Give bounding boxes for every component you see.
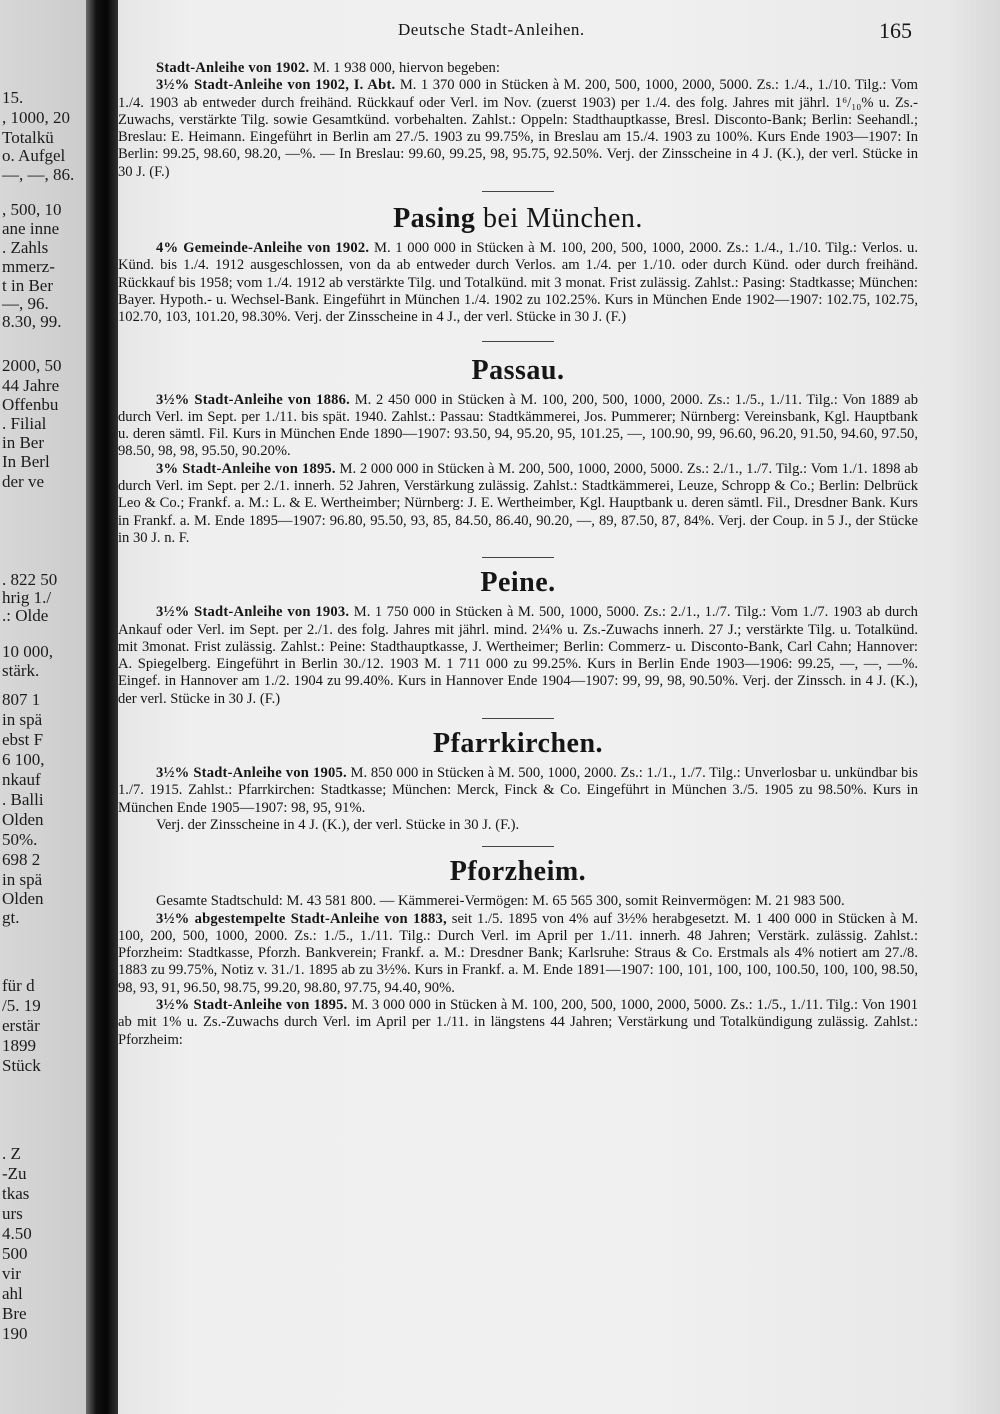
city-debt-summary: Gesamte Stadtschuld: M. 43 581 800. — Kämmerei-Vermögen: M. 65 565 300, somit Reinvermögen: M. 21 983 500. xyxy=(156,893,845,910)
margin-fragment: mmerz- xyxy=(2,257,55,276)
margin-fragment: 15. xyxy=(2,88,24,107)
bond-text: M. 2 000 000 in Stücken à M. 200, 500, 1000, 2000, 5000. Zs.: 2./1., 1./7. Tilg.: Vom 1./1. 1898 ab durch Verl. im Sept. per 2./1. innerh. 52 Jahren, Verstärkung zulässig. Zahlst.: Stadtkämmerei, Leuze, Schropp & Co.; Berlin: Delbrück Leo & Co.; Frankf. a. M.: L. & E. Wertheimber; Nürnberg: J. E. Wertheimber, Kgl. Hauptbank u. deren sämtl. Fil., Dresdner Bank. Kurs in Frankf. a. M. Ende 1895—1907: 96.80, 95.50, 93, 85, 84.50, 86.40, 90.20, —, 89, 87.50, 87, 84%. Verj. der Coup. in 5 J., der Stücke in 30 J. n. F. xyxy=(118,460,918,546)
margin-fragment: nkauf xyxy=(2,770,41,789)
margin-fragment: 4.50 xyxy=(2,1224,32,1243)
bond-text: M. 1 370 000 in Stücken à M. 200, 500, 1000, 2000, 5000. Zs.: 1./4., 1./10. Tilg.: Vom 1./4. 1903 ab entweder durch freihänd. Rückkauf oder Verl. im Nov. (zuerst 1903) per 1./4. des folg. Jahres mit jährl. 1⁶/₁₀% u. Zs.-Zuwachs, verstärkte Tilg. sowie Gesamtkünd. vorbehalten. Zahlst.: Oppeln: Stadthauptkasse, Bresl. Disconto-Bank; Berlin: Seehandl.; Breslau: E. Heimann. Eingeführt in Berlin am 27./5. 1903 zu 99.75%, in Breslau am 15./4. 1903 zu 100%. Kurs Ende 1903—1907: In Berlin: 99.25, 98.60, 98.20, —%. — In Breslau: 99.60, 99.25, 98, 95.75, 92.50%. Verj. der Zinsscheine in 4 J. (K.), der verl. Stücke in 30 J. (F.) xyxy=(118,77,918,180)
bond-entry xyxy=(118,604,918,708)
margin-fragment: 698 2 xyxy=(2,850,41,869)
section-pasing xyxy=(118,202,918,326)
bond-title: 3½% Stadt-Anleihe von 1895. xyxy=(156,996,348,1013)
section-passau xyxy=(118,354,918,548)
bond-title: 3½% Stadt-Anleihe von 1903. xyxy=(156,604,350,621)
bond-title: 3% Stadt-Anleihe von 1895. xyxy=(156,460,336,477)
margin-fragment: 50%. xyxy=(2,830,38,849)
bond-entry xyxy=(118,392,918,548)
margin-fragment: 500 xyxy=(2,1244,28,1263)
city-heading xyxy=(118,855,918,889)
section-pforzheim xyxy=(118,855,918,1049)
margin-fragment: 8.30, 99. xyxy=(2,312,62,331)
city-heading xyxy=(118,202,918,236)
margin-fragment: Stück xyxy=(2,1056,41,1075)
margin-fragment: erstär xyxy=(2,1016,40,1035)
margin-fragment: . 822 50 xyxy=(2,570,58,589)
section-divider xyxy=(482,341,554,342)
bond-entry xyxy=(118,893,918,1049)
margin-fragment: —, 96. xyxy=(2,294,49,313)
margin-fragment: . Zahls xyxy=(2,238,49,257)
city-heading xyxy=(118,727,918,761)
margin-fragment: . Filial xyxy=(2,414,47,433)
city-heading xyxy=(118,566,918,600)
bond-title: 4% Gemeinde-Anleihe von 1902. xyxy=(156,240,370,257)
margin-fragment: in spä xyxy=(2,710,43,729)
section-pfarrkirchen xyxy=(118,727,918,834)
margin-fragment: hrig 1./ xyxy=(2,588,52,607)
margin-fragment: Olden xyxy=(2,810,44,829)
section-divider xyxy=(482,191,554,192)
margin-fragment: In Berl xyxy=(2,452,50,471)
margin-fragment: /5. 19 xyxy=(2,996,41,1015)
bond-text: M. 1 938 000, hiervon begeben: xyxy=(309,60,500,76)
margin-fragment: in Ber xyxy=(2,433,45,452)
margin-fragment: 2000, 50 xyxy=(2,356,62,375)
city-subtitle: bei München. xyxy=(475,203,643,235)
margin-fragment: ebst F xyxy=(2,730,44,749)
margin-fragment: tkas xyxy=(2,1184,30,1203)
page-number: 165 xyxy=(879,18,912,43)
margin-fragment: , 500, 10 xyxy=(2,200,62,219)
bond-text: M. 1 000 000 in Stücken à M. 100, 200, 500, 1000, 2000. Zs.: 1./4., 1./10. Tilg.: Verlos. u. Künd. bis 1./4. 1912 ausgeschlossen, von da ab entweder durch Verlos. am 1./4. per 1./10. oder durch Künd. oder durch freihänd. Rückkauf bis 1958; vom 1./4. 1912 ab verstärkte Tilg. und Totalkünd. mit 3 monat. Frist zulässig. Zahlst.: Pasing: Stadtkasse; München: Bayer. Hypoth.- u. Wechsel-Bank. Eingeführt in München 1./4. 1902 zu 102.25%. Kurs in München Ende 1902—1907: 102.75, 102.75, 102.70, 103, 101.20, 98.30%. Verj. der Zinsscheine in 4 J., der verl. Stücke in 30 J. (F.) xyxy=(118,240,919,326)
margin-fragment: —, —, 86. xyxy=(2,165,75,184)
running-title: Deutsche Stadt-Anleihen. xyxy=(398,20,585,39)
section-divider xyxy=(482,557,554,558)
running-head xyxy=(118,20,1000,46)
bond-title: 3½% abgestempelte Stadt-Anleihe von 1883, xyxy=(156,910,447,927)
margin-fragment: 6 100, xyxy=(2,750,45,769)
bond-text: seit 1./5. 1895 von 4% auf 3½% herabgesetzt. M. 1 400 000 in Stücken à M. 100, 200, 500, 1000, 2000. Zs.: 1./5., 1./11. Tilg.: Durch Verl. im April per 1./11. innerh. 48 Jahren; Verstärk. zulässig. Zahlst.: Pforzheim: Stadtkasse, Pforzh. Bankverein; Frankf. a. M.: Dresdner Bank; Karlsruhe: Straus & Co. Erstmals als 4% notiert am 27./8. 1883 zu 99.75%, Notiz v. 31./1. 1895 ab zu 3½%. Kurs in Frankf. a. M. Ende 1891—1907: 100, 101, 100, 100, 100.50, 100, 100, 98.50, 98, 93, 91, 96.50, 98.75, 99.20, 98.80, 97.75, 94.40, 90%. xyxy=(118,910,918,996)
page-content xyxy=(118,60,918,1049)
margin-fragment: Offenbu xyxy=(2,395,59,414)
section-peine xyxy=(118,566,918,708)
margin-fragment: ane inne xyxy=(2,219,60,238)
book-binding-gutter xyxy=(86,0,120,1414)
margin-fragment: Bre xyxy=(2,1304,27,1323)
margin-fragment: . Z xyxy=(2,1144,21,1163)
margin-fragment: in spä xyxy=(2,870,43,889)
margin-fragment: 1899 xyxy=(2,1036,36,1055)
margin-fragment: 190 xyxy=(2,1324,28,1343)
section-divider xyxy=(482,718,554,719)
margin-fragment: ahl xyxy=(2,1284,23,1303)
section-divider xyxy=(482,846,554,847)
city-name: Peine. xyxy=(480,567,556,599)
bond-entry xyxy=(118,240,918,326)
margin-fragment: 44 Jahre xyxy=(2,376,60,395)
margin-fragment: für d xyxy=(2,976,35,995)
city-name: Passau. xyxy=(471,354,565,386)
bond-text: M. 850 000 in Stücken à M. 500, 1000, 2000. Zs.: 1./1., 1./7. Tilg.: Unverlosbar u. unkündbar bis 1./7. 1915. Zahlst.: Pfarrkirchen: Stadtkasse; München: Merck, Finck & Co. Eingeführt in München 3./5. 1905 zu 98.50%. Kurs in München Ende 1905—1907: 98, 95, 91%. xyxy=(118,765,918,816)
city-name: Pasing xyxy=(393,203,476,235)
book-page xyxy=(118,0,1000,1414)
margin-fragment: urs xyxy=(2,1204,23,1223)
margin-fragment: , 1000, 20 xyxy=(2,108,70,127)
bond-title: 3½% Stadt-Anleihe von 1902, I. Abt. xyxy=(156,77,396,94)
margin-fragment: gt. xyxy=(2,908,20,927)
margin-fragment: o. Aufgel xyxy=(2,146,66,165)
margin-fragment: .: Olde xyxy=(2,606,49,625)
bond-title: 3½% Stadt-Anleihe von 1905. xyxy=(156,765,347,782)
margin-fragment: der ve xyxy=(2,472,45,491)
bond-text: M. 3 000 000 in Stücken à M. 100, 200, 500, 1000, 2000, 5000. Zs.: 1./5., 1./11. Tilg.: Von 1901 ab mit 1% u. Zs.-Zuwachs durch Verl. im April per 1./11. in längstens 44 Jahren; Verstärkung und Totalkündigung zulässig. Zahlst.: Pforzheim: xyxy=(118,996,918,1048)
margin-fragment: -Zu xyxy=(2,1164,27,1183)
intro-bond-entry xyxy=(118,60,918,181)
margin-fragment: stärk. xyxy=(2,661,40,680)
margin-fragment: t in Ber xyxy=(2,276,53,295)
bond-entry xyxy=(118,765,918,834)
city-name: Pforzheim. xyxy=(449,856,587,888)
bond-note: Verj. der Zinsscheine in 4 J. (K.), der verl. Stücke in 30 J. (F.). xyxy=(156,816,520,833)
margin-fragment: Totalkü xyxy=(2,128,54,147)
margin-fragment: 10 000, xyxy=(2,642,53,661)
bond-text: M. 1 750 000 in Stücken à M. 500, 1000, 5000. Zs.: 2./1., 1./7. Tilg.: Vom 1./7. 1903 ab durch Ankauf oder Verl. im Sept. per 2./1. des folg. Jahres mit jährl. mind. 2¼% u. Zs.-Zuwachs innerh. 27 J.; verstärkte Tilg. u. Totalkünd. mit 3monat. Frist zulässig. Zahlst.: Peine: Stadthauptkasse, J. Wertheimer; Berlin: Commerz- u. Disconto-Bank, Carl Cahn; Hannover: A. Spiegelberg. Eingeführt in Berlin 30./12. 1903 M. 1 711 000 zu 99.25%. Kurs in Berlin Ende 1903—1906: 99.25, —, —, —%. Eingef. in Hannover am 1./2. 1904 zu 99.40%. Kurs in Hannover Ende 1904—1907: 99, 99, 98, 90.50%. Verj. der Zinssch. in 4 J. (K.), der verl. Stücke in 30 J. (F.) xyxy=(118,604,918,707)
bond-title: Stadt-Anleihe von 1902. xyxy=(156,60,310,76)
bond-title: 3½% Stadt-Anleihe von 1886. xyxy=(156,391,350,408)
city-heading xyxy=(118,354,918,388)
margin-fragment: vir xyxy=(2,1264,21,1283)
city-name: Pfarrkirchen. xyxy=(432,728,604,760)
bond-text: M. 2 450 000 in Stücken à M. 100, 200, 500, 1000, 2000. Zs.: 1./5., 1./11. Tilg.: Von 1889 ab durch Verl. im Sept. per 1./11. bis spät. 1940. Zahlst.: Passau: Stadtkämmerei, Jos. Pummerer; Nürnberg: Vereinsbank, Kgl. Hauptbank u. deren sämtl. Fil. Kurs in München Ende 1890—1907: 93.50, 94, 95.20, 95, 101.25, —, 100.90, 99, 96.60, 96.20, 91.50, 94.60, 97.50, 98.50, 98, 98, 95.50, 90.20%. xyxy=(118,391,918,460)
margin-fragment: . Balli xyxy=(2,790,44,809)
margin-fragment: 807 1 xyxy=(2,690,41,709)
margin-fragment: Olden xyxy=(2,889,44,908)
